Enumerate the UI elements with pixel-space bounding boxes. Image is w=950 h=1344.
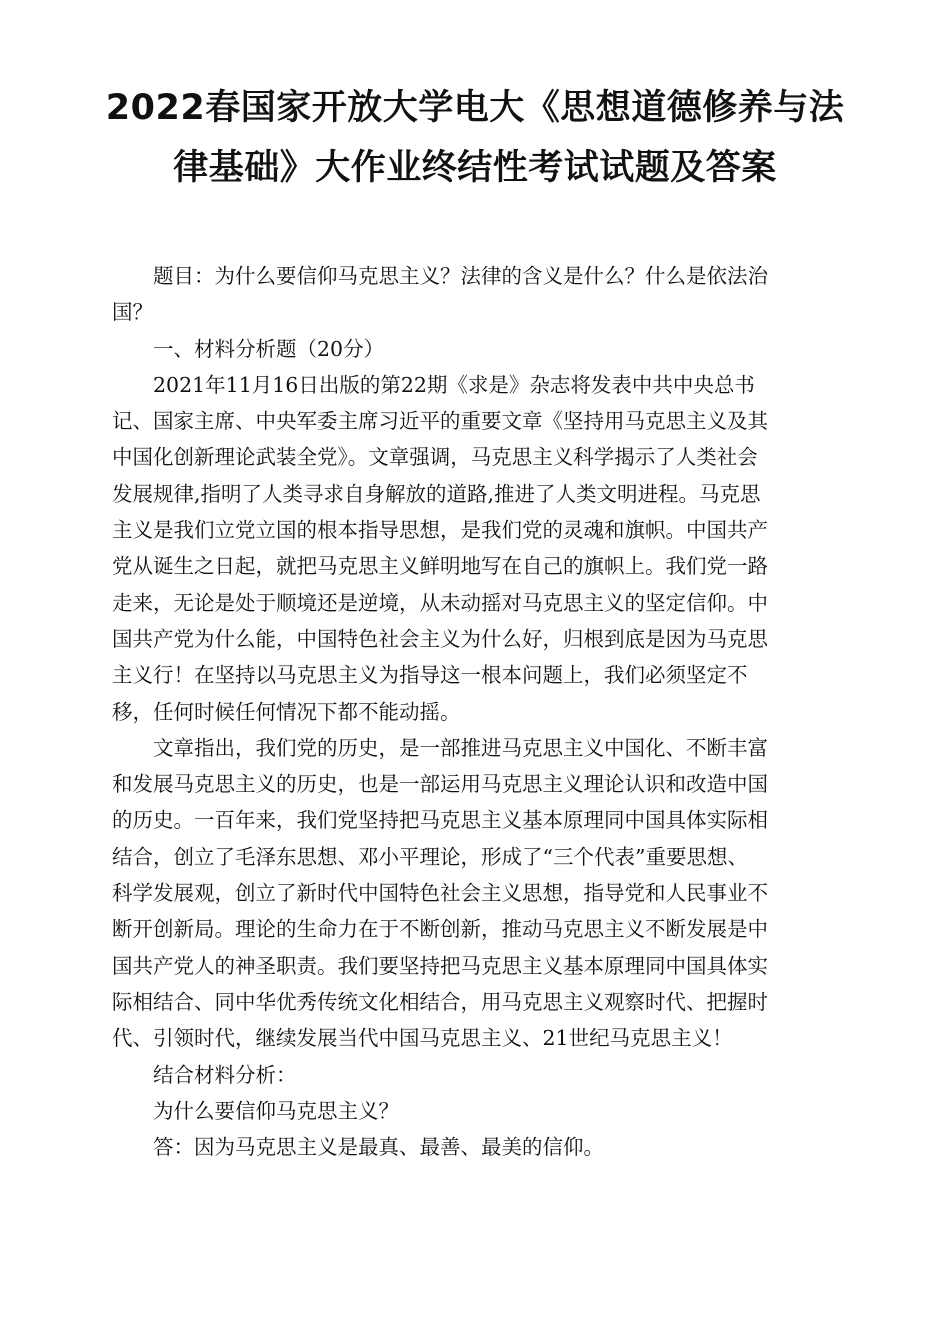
text-line: 走来，无论是处于顺境还是逆境，从未动摇对马克思主义的坚定信仰。中 xyxy=(112,590,768,615)
question-paragraph xyxy=(112,258,842,331)
document-body xyxy=(112,258,842,1165)
answer-paragraph xyxy=(112,1129,842,1165)
text-line: 结合，创立了毛泽东思想、邓小平理论，形成了“三个代表”重要思想、 xyxy=(112,844,748,869)
text-line: 断开创新局。理论的生命力在于不断创新，推动马克思主义不断发展是中 xyxy=(112,917,768,942)
text-line: 题目：为什么要信仰马克思主义？法律的含义是什么？什么是依法治 xyxy=(153,264,768,288)
text-line: 移，任何时候任何情况下都不能动摇。 xyxy=(112,699,461,724)
text-line: 为什么要信仰马克思主义？ xyxy=(153,1098,399,1123)
text-line: 和发展马克思主义的历史，也是一部运用马克思主义理论认识和改造中国 xyxy=(112,772,768,797)
text-line: 主义行！在坚持以马克思主义为指导这一根本问题上，我们必须坚定不 xyxy=(112,663,748,688)
analysis-prompt xyxy=(112,1057,842,1093)
text-line: 代、引领时代，继续发展当代中国马克思主义、21世纪马克思主义！ xyxy=(112,1026,733,1051)
text-line: 答：因为马克思主义是最真、最善、最美的信仰。 xyxy=(153,1135,604,1160)
text-line: 记、国家主席、中央军委主席习近平的重要文章《坚持用马克思主义及其 xyxy=(112,409,768,434)
text-line: 发展规律,指明了人类寻求自身解放的道路,推进了人类文明进程。马克思 xyxy=(112,481,761,506)
text-line: 国共产党为什么能，中国特色社会主义为什么好，归根到底是因为马克思 xyxy=(112,626,768,651)
material-paragraph-1 xyxy=(112,367,842,730)
sub-question xyxy=(112,1093,842,1129)
text-line: 国？ xyxy=(112,300,153,325)
text-line: 文章指出，我们党的历史，是一部推进马克思主义中国化、不断丰富 xyxy=(153,735,768,760)
document-title xyxy=(80,78,870,198)
text-line: 科学发展观，创立了新时代中国特色社会主义思想，指导党和人民事业不 xyxy=(112,881,768,906)
text-line: 国共产党人的神圣职责。我们要坚持把马克思主义基本原理同中国具体实 xyxy=(112,953,768,978)
text-line: 2021年11月16日出版的第22期《求是》杂志将发表中共中央总书 xyxy=(153,372,755,397)
text-line: 中国化创新理论武装全党》。文章强调，马克思主义科学揭示了人类社会 xyxy=(112,445,758,470)
text-line: 党从诞生之日起，就把马克思主义鲜明地写在自己的旗帜上。我们党一路 xyxy=(112,554,768,579)
material-paragraph-2 xyxy=(112,730,842,1057)
title-line: 2022春国家开放大学电大《思想道德修养与法 xyxy=(105,88,845,128)
section-heading xyxy=(112,331,842,367)
text-line: 一、材料分析题（20分） xyxy=(153,336,385,361)
text-line: 主义是我们立党立国的根本指导思想，是我们党的灵魂和旗帜。中国共产 xyxy=(112,518,768,543)
title-line: 律基础》大作业终结性考试试题及答案 xyxy=(173,148,777,188)
text-line: 结合材料分析： xyxy=(153,1062,297,1087)
text-line: 际相结合、同中华优秀传统文化相结合，用马克思主义观察时代、把握时 xyxy=(112,989,768,1014)
text-line: 的历史。一百年来，我们党坚持把马克思主义基本原理同中国具体实际相 xyxy=(112,808,768,833)
